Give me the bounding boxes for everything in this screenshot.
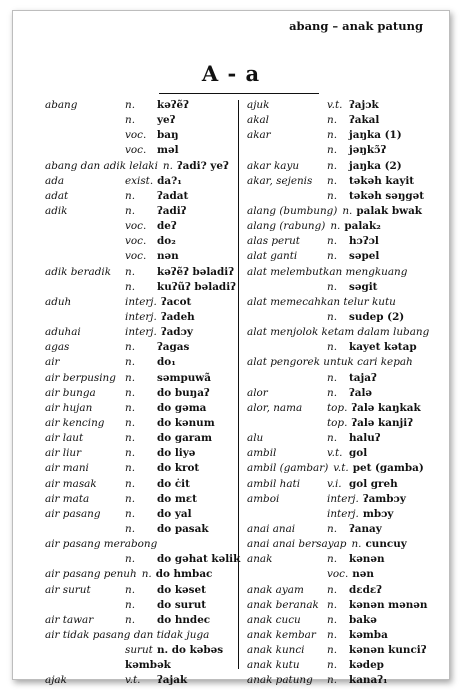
entry-row xyxy=(45,310,233,325)
entry-row xyxy=(247,628,447,643)
definition: do hmbac xyxy=(155,568,213,581)
entry-row xyxy=(45,673,233,688)
part-of-speech: n. xyxy=(327,144,337,157)
part-of-speech: n. xyxy=(327,280,337,293)
entry-row xyxy=(247,537,447,552)
headword: alat melembutkan mengkuang xyxy=(247,265,408,278)
entry-row xyxy=(247,658,447,673)
running-header: abang – anak patung xyxy=(289,19,423,33)
part-of-speech: n. xyxy=(125,265,135,278)
definition: gol xyxy=(349,447,368,460)
headword: anak kunci xyxy=(247,644,305,657)
headword: ajuk xyxy=(247,99,270,111)
definition: palak bwak xyxy=(356,204,422,217)
part-of-speech: surut xyxy=(125,644,153,657)
entry-row xyxy=(45,280,236,295)
definition: da?₁ xyxy=(157,174,182,187)
definition: n. do kəbəs xyxy=(157,644,224,657)
entry-row xyxy=(45,416,233,431)
entry-row xyxy=(45,386,233,401)
headword: ada xyxy=(45,174,65,187)
part-of-speech: v.t. xyxy=(327,99,343,111)
definition: kəʔẽʔ bəladiʔ xyxy=(157,265,234,278)
part-of-speech: exist. xyxy=(125,174,154,187)
definition: kənən kunciʔ xyxy=(349,644,427,657)
headword: alang (bumbung) xyxy=(247,204,338,217)
definition: do yal xyxy=(157,507,192,520)
headword: alat memecahkan telur kutu xyxy=(247,295,396,308)
part-of-speech: n. xyxy=(351,538,362,551)
entry-row xyxy=(45,340,233,355)
entry-row xyxy=(247,583,447,598)
definition: do hndec xyxy=(157,613,211,626)
headword: akar kayu xyxy=(247,159,300,172)
entry-row xyxy=(247,386,447,401)
headword: anak patung xyxy=(247,674,313,687)
definition: kədep xyxy=(349,659,384,672)
entry-row xyxy=(247,265,447,280)
entry-row xyxy=(247,477,447,492)
part-of-speech: n. xyxy=(125,583,135,596)
headword: alas perut xyxy=(247,235,300,248)
part-of-speech: interj. xyxy=(125,295,157,308)
part-of-speech: top. xyxy=(327,401,348,414)
part-of-speech: n. xyxy=(327,371,337,384)
entry-row xyxy=(45,325,233,340)
part-of-speech: interj. xyxy=(327,507,359,520)
part-of-speech: n. xyxy=(327,189,337,202)
headword: air liur xyxy=(45,447,82,460)
entry-row xyxy=(45,522,233,537)
headword: air berpusing xyxy=(45,371,116,384)
definition: ʔacot xyxy=(160,295,192,308)
entry-row xyxy=(45,598,233,613)
entry-row xyxy=(247,643,447,658)
definition: do liyə xyxy=(157,447,196,460)
part-of-speech: voc. xyxy=(125,220,147,233)
entry-row xyxy=(45,628,233,643)
part-of-speech: n. xyxy=(125,598,135,611)
part-of-speech: voc. xyxy=(125,250,147,263)
headword: air tidak pasang dan tidak juga xyxy=(45,628,210,641)
headword: akal xyxy=(247,114,270,127)
part-of-speech: voc. xyxy=(327,568,349,581)
headword: anak beranak xyxy=(247,598,319,611)
entry-row xyxy=(247,355,447,370)
definition: kənən mənən xyxy=(349,598,428,611)
part-of-speech: v.t. xyxy=(327,447,343,460)
headword: anak ayam xyxy=(247,583,304,596)
entry-row xyxy=(45,507,233,522)
part-of-speech: n. xyxy=(162,159,173,172)
definition: do kənum xyxy=(157,416,215,429)
part-of-speech: interj. xyxy=(125,310,157,323)
part-of-speech: n. xyxy=(125,522,135,535)
part-of-speech: n. xyxy=(330,220,341,233)
definition: kəmba xyxy=(349,628,388,641)
definition: ʔambɔy xyxy=(362,492,406,505)
headword: alat pengorek untuk cari kepah xyxy=(247,356,413,369)
entry-row xyxy=(247,613,447,628)
dictionary-page xyxy=(12,10,450,687)
entry-row xyxy=(45,658,233,673)
part-of-speech: n. xyxy=(327,613,337,626)
definition: yeʔ xyxy=(157,114,176,127)
part-of-speech: n. xyxy=(327,644,337,657)
part-of-speech: n. xyxy=(125,462,135,475)
part-of-speech: n. xyxy=(125,280,135,293)
entry-row xyxy=(45,643,233,658)
headword: air pasang merabong xyxy=(45,538,158,551)
definition: gol greh xyxy=(349,477,398,490)
headword: adik xyxy=(45,204,68,217)
headword: anai anai bersayap xyxy=(247,538,347,551)
entry-row xyxy=(45,189,233,204)
part-of-speech: n. xyxy=(125,613,135,626)
entry-row xyxy=(247,249,447,264)
definition: təkəh kayit xyxy=(349,174,415,187)
definition: palak₂ xyxy=(344,220,381,233)
entry-row xyxy=(45,552,241,567)
definition: ʔakal xyxy=(349,114,380,127)
entry-row xyxy=(247,310,447,325)
part-of-speech: n. xyxy=(327,659,337,672)
definition: do gəma xyxy=(157,401,207,414)
headword: air laut xyxy=(45,432,84,445)
part-of-speech: n. xyxy=(327,598,337,611)
entry-row xyxy=(247,98,447,113)
definition: jaŋka (2) xyxy=(349,159,402,172)
left-column xyxy=(45,98,241,688)
section-title: A - a xyxy=(201,61,261,86)
headword: air kencing xyxy=(45,416,105,429)
entry-row xyxy=(247,280,447,295)
definition: sudep (2) xyxy=(349,310,405,323)
definition: ʔalə kaŋkak xyxy=(351,401,421,414)
definition: ʔajɔk xyxy=(349,99,379,111)
headword: alat ganti xyxy=(247,250,298,263)
definition: baŋ xyxy=(157,129,179,142)
entry-row xyxy=(45,98,233,113)
definition: do₁ xyxy=(157,356,176,369)
entry-row xyxy=(45,371,233,386)
entry-row xyxy=(45,355,233,370)
part-of-speech: interj. xyxy=(125,326,157,339)
definition: kayet kətap xyxy=(349,341,417,354)
headword: abang dan adik lelaki xyxy=(45,159,158,172)
definition: do pasak xyxy=(157,522,209,535)
entry-row xyxy=(247,673,447,688)
headword: abang xyxy=(45,99,78,111)
part-of-speech: n. xyxy=(125,99,135,111)
definition: ʔalə xyxy=(349,386,373,399)
definition: do₂ xyxy=(157,235,176,248)
definition: do kəset xyxy=(157,583,206,596)
part-of-speech: n. xyxy=(125,553,135,566)
entry-row xyxy=(247,204,447,219)
definition: do gəhat kəlik xyxy=(157,553,241,566)
headword: agas xyxy=(45,341,70,354)
part-of-speech: voc. xyxy=(125,144,147,157)
entry-row xyxy=(247,143,447,158)
part-of-speech: n. xyxy=(125,401,135,414)
definition: kəmbək xyxy=(125,659,171,672)
definition: jəŋkɔ̃ʔ xyxy=(349,144,387,157)
entry-row xyxy=(45,477,233,492)
headword: adat xyxy=(45,189,69,202)
entry-row xyxy=(45,446,233,461)
entry-row xyxy=(45,128,233,143)
headword: air mani xyxy=(45,462,89,475)
entry-row xyxy=(247,234,447,249)
headword: anak kutu xyxy=(247,659,300,672)
part-of-speech: n. xyxy=(327,250,337,263)
part-of-speech: n. xyxy=(125,204,135,217)
headword: air bunga xyxy=(45,386,96,399)
entry-row xyxy=(45,461,233,476)
entry-row xyxy=(247,113,447,128)
entry-row xyxy=(45,265,233,280)
part-of-speech: n. xyxy=(327,432,337,445)
definition: ʔadi? yeʔ xyxy=(176,159,229,172)
entry-row xyxy=(247,189,447,204)
entry-row xyxy=(247,295,447,310)
headword: ambil xyxy=(247,447,277,460)
part-of-speech: n. xyxy=(327,522,337,535)
entry-row xyxy=(45,295,233,310)
entry-row xyxy=(247,446,447,461)
entry-row xyxy=(45,249,233,264)
headword: ajak xyxy=(45,674,67,687)
part-of-speech: n. xyxy=(327,129,337,142)
part-of-speech: n. xyxy=(327,341,337,354)
part-of-speech: n. xyxy=(125,492,135,505)
definition: ʔalə kanjiʔ xyxy=(351,416,413,429)
entry-row xyxy=(45,234,233,249)
entry-row xyxy=(45,537,233,552)
entry-row xyxy=(247,371,447,386)
definition: do buŋaʔ xyxy=(157,386,210,399)
headword: alor xyxy=(247,386,268,399)
headword: adik beradik xyxy=(45,265,112,278)
column-divider xyxy=(238,100,239,669)
part-of-speech: v.t. xyxy=(333,462,349,475)
definition: jaŋka (1) xyxy=(349,129,402,142)
entry-row xyxy=(45,113,233,128)
entry-row xyxy=(247,598,447,613)
part-of-speech: n. xyxy=(125,447,135,460)
headword: alor, nama xyxy=(247,401,303,414)
entry-row xyxy=(247,507,447,522)
definition: kuʔũʔ bəladiʔ xyxy=(157,280,236,293)
entry-row xyxy=(45,219,233,234)
entry-row xyxy=(247,159,447,174)
part-of-speech: n. xyxy=(327,674,337,687)
entry-row xyxy=(45,492,233,507)
entry-row xyxy=(45,613,233,628)
definition: do mɛt xyxy=(157,492,197,505)
part-of-speech: n. xyxy=(327,583,337,596)
entry-row xyxy=(45,143,233,158)
headword: ambil hati xyxy=(247,477,301,490)
part-of-speech: n. xyxy=(327,310,337,323)
definition: səgit xyxy=(349,280,378,293)
headword: air mata xyxy=(45,492,90,505)
definition: ʔadeh xyxy=(160,310,195,323)
part-of-speech: n. xyxy=(327,159,337,172)
definition: kənən xyxy=(349,553,385,566)
entry-row xyxy=(247,219,447,234)
entry-row xyxy=(247,416,447,431)
headword: anak kembar xyxy=(247,628,316,641)
headword: air pasang xyxy=(45,507,101,520)
headword: air pasang penuh xyxy=(45,568,137,581)
definition: haluʔ xyxy=(349,432,381,445)
entry-row xyxy=(247,401,447,416)
definition: nən xyxy=(352,568,374,581)
part-of-speech: n. xyxy=(125,341,135,354)
part-of-speech: n. xyxy=(327,553,337,566)
part-of-speech: n. xyxy=(342,204,353,217)
part-of-speech: voc. xyxy=(125,129,147,142)
definition: do ċit xyxy=(157,477,190,490)
definition: səmpuwã xyxy=(157,371,211,384)
part-of-speech: n. xyxy=(125,477,135,490)
headword: alu xyxy=(247,432,264,445)
definition: kanaʔ₁ xyxy=(349,674,388,687)
definition: ʔajak xyxy=(157,674,188,687)
part-of-speech: n. xyxy=(327,174,337,187)
headword: air tawar xyxy=(45,613,94,626)
part-of-speech: n. xyxy=(327,386,337,399)
headword: alang (rabung) xyxy=(247,220,326,233)
right-column xyxy=(247,98,447,688)
part-of-speech: v.t. xyxy=(125,674,141,687)
part-of-speech: n. xyxy=(141,568,152,581)
definition: cuncuy xyxy=(365,538,407,551)
part-of-speech: voc. xyxy=(125,235,147,248)
definition: bakə xyxy=(349,613,377,626)
entry-row xyxy=(45,401,233,416)
part-of-speech: top. xyxy=(327,416,348,429)
definition: do surut xyxy=(157,598,207,611)
entry-row xyxy=(45,174,233,189)
definition: tajaʔ xyxy=(349,371,377,384)
definition: do garam xyxy=(157,432,213,445)
headword: alat menjolok ketam dalam lubang xyxy=(247,326,430,339)
part-of-speech: n. xyxy=(125,371,135,384)
entry-row xyxy=(247,340,447,355)
definition: pet (gamba) xyxy=(352,462,424,475)
headword: air surut xyxy=(45,583,91,596)
definition: nən xyxy=(157,250,179,263)
headword: air masak xyxy=(45,477,97,490)
part-of-speech: n. xyxy=(327,628,337,641)
headword: ambil (gambar) xyxy=(247,462,329,475)
entry-row xyxy=(45,204,233,219)
entry-row xyxy=(247,461,447,476)
headword: amboi xyxy=(247,492,280,505)
headword: air xyxy=(45,356,60,369)
definition: ʔanay xyxy=(349,522,382,535)
headword: air hujan xyxy=(45,401,93,414)
headword: aduh xyxy=(45,295,72,308)
part-of-speech: n. xyxy=(125,114,135,127)
definition: mbɔy xyxy=(362,507,394,520)
part-of-speech: n. xyxy=(125,416,135,429)
part-of-speech: n. xyxy=(327,114,337,127)
definition: ʔadiʔ xyxy=(157,204,187,217)
entry-row xyxy=(247,325,447,340)
definition: ʔagas xyxy=(157,341,190,354)
entry-row xyxy=(45,583,233,598)
part-of-speech: n. xyxy=(125,356,135,369)
headword: aduhai xyxy=(45,326,81,339)
part-of-speech: n. xyxy=(125,432,135,445)
headword: anai anai xyxy=(247,522,296,535)
entry-row xyxy=(45,567,233,582)
part-of-speech: interj. xyxy=(327,492,359,505)
definition: məl xyxy=(157,144,179,157)
definition: do krot xyxy=(157,462,200,475)
headword: akar xyxy=(247,129,271,142)
definition: ʔadɔy xyxy=(160,326,193,339)
headword: anak xyxy=(247,553,273,566)
title-rule xyxy=(159,93,319,94)
definition: ʔadat xyxy=(157,189,189,202)
entry-row xyxy=(45,159,233,174)
definition: təkəh səŋgət xyxy=(349,189,425,202)
entry-row xyxy=(247,174,447,189)
entry-row xyxy=(247,522,447,537)
part-of-speech: v.i. xyxy=(327,477,342,490)
entry-row xyxy=(247,492,447,507)
definition: deʔ xyxy=(157,220,177,233)
definition: hɔʔɔl xyxy=(349,235,379,248)
part-of-speech: n. xyxy=(125,386,135,399)
entry-row xyxy=(247,128,447,143)
definition: səpel xyxy=(349,250,380,263)
part-of-speech: n. xyxy=(327,235,337,248)
entry-row xyxy=(45,431,233,446)
definition: kəʔẽʔ xyxy=(157,99,189,111)
headword: anak cucu xyxy=(247,613,301,626)
headword: akar, sejenis xyxy=(247,174,313,187)
part-of-speech: n. xyxy=(125,507,135,520)
part-of-speech: n. xyxy=(125,189,135,202)
entry-row xyxy=(247,552,447,567)
entry-row xyxy=(247,431,447,446)
entry-row xyxy=(247,567,447,582)
definition: dɛdɛʔ xyxy=(349,583,382,596)
